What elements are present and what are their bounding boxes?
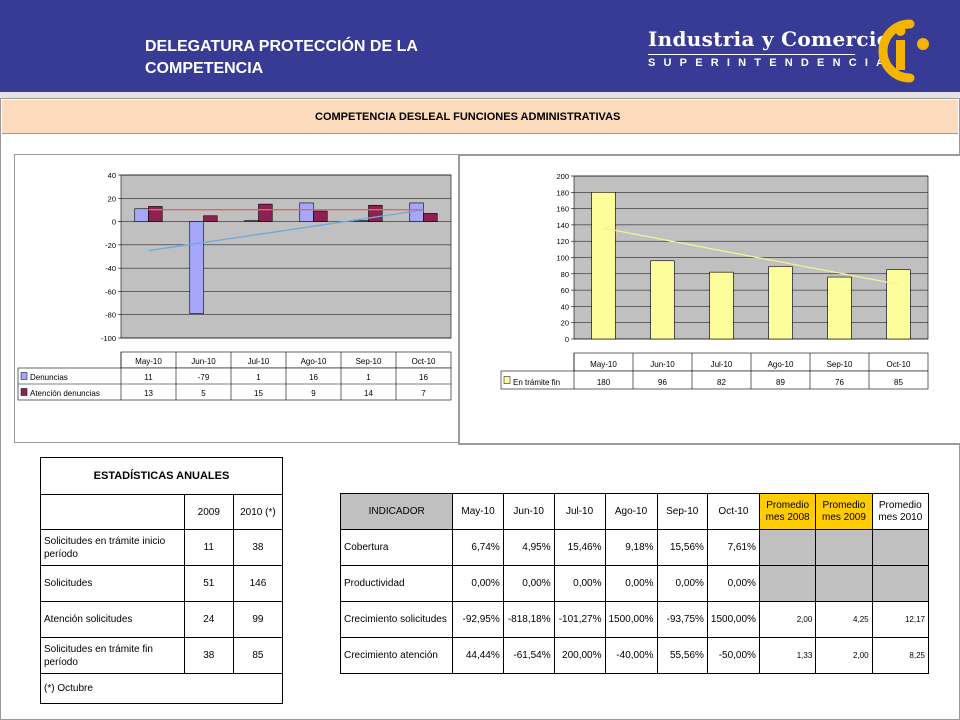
stats-value-2009: 24 <box>184 602 233 638</box>
annual-stats-table <box>40 457 283 704</box>
logo-text-superintendencia: SUPERINTENDENCIA <box>648 57 893 69</box>
indicator-month-header: May-10 <box>453 494 503 530</box>
indicator-promedio-value <box>872 530 928 566</box>
indicator-month-header: Sep-10 <box>657 494 707 530</box>
chart-panel-tramite <box>458 154 960 445</box>
bar <box>190 222 204 314</box>
indicator-row-label: Crecimiento atención <box>341 638 453 674</box>
stats-value-2009: 38 <box>184 638 233 674</box>
indicator-promedio-value: 4,25 <box>816 602 872 638</box>
bar <box>259 204 273 221</box>
table-body <box>501 371 928 389</box>
x-category-label: Ago-10 <box>767 360 794 369</box>
bar <box>204 216 218 222</box>
bar <box>314 211 328 221</box>
x-category-label: Jun-10 <box>650 360 675 369</box>
bar <box>651 261 675 339</box>
sic-logo-icon <box>870 16 940 84</box>
indicator-value: 1500,00% <box>605 602 657 638</box>
data-label: 7 <box>421 389 426 398</box>
indicator-value: 15,46% <box>554 530 605 566</box>
indicator-value: -818,18% <box>503 602 554 638</box>
indicator-promedio-value: 8,25 <box>872 638 928 674</box>
indicator-row <box>341 602 929 638</box>
indicator-value: 6,74% <box>453 530 503 566</box>
chart-denuncias <box>15 155 459 442</box>
indicator-value: 9,18% <box>605 530 657 566</box>
indicator-value: 0,00% <box>554 566 605 602</box>
stats-year-header: 2009 <box>184 495 233 530</box>
stats-row-label: Solicitudes en trámite fin período <box>41 638 185 674</box>
x-category-label: Oct-10 <box>411 357 436 366</box>
data-label: 15 <box>254 389 263 398</box>
data-label: 11 <box>144 373 153 382</box>
indicator-promedio-value: 2,00 <box>759 602 815 638</box>
bar <box>355 220 369 221</box>
stats-value-2010: 99 <box>233 602 282 638</box>
y-tick-label: 100 <box>556 253 569 263</box>
y-tick-label: 120 <box>556 237 569 247</box>
header-bar <box>0 0 960 92</box>
indicator-value: -50,00% <box>707 638 759 674</box>
y-tick-label: -40 <box>105 264 116 274</box>
bar <box>135 209 149 222</box>
y-tick-label: 0 <box>111 217 116 227</box>
page-title: DELEGATURA PROTECCIÓN DE LA COMPETENCIA <box>145 38 418 77</box>
data-label: 13 <box>144 389 153 398</box>
stats-title: ESTADÍSTICAS ANUALES <box>41 458 283 495</box>
indicator-value: -61,54% <box>503 638 554 674</box>
stats-value-2010: 146 <box>233 566 282 602</box>
indicator-promedio-value: 1,33 <box>759 638 815 674</box>
stats-title-row <box>41 458 283 495</box>
stats-row <box>41 602 283 638</box>
stats-header-row <box>41 495 283 530</box>
y-tick-label: 40 <box>560 302 569 312</box>
indicator-promedio-value <box>872 566 928 602</box>
indicator-promedio-value: 12,17 <box>872 602 928 638</box>
indicator-header-label: INDICADOR <box>341 494 453 530</box>
stats-value-2009: 11 <box>184 530 233 566</box>
bar <box>424 213 438 221</box>
indicator-value: 0,00% <box>503 566 554 602</box>
indicator-promedio-value <box>816 530 872 566</box>
stats-year-header: 2010 (*) <box>233 495 282 530</box>
bar <box>369 205 383 221</box>
y-tick-label: 200 <box>556 172 569 181</box>
data-label: 1 <box>256 373 261 382</box>
y-tick-label: 0 <box>564 335 569 344</box>
x-category-label: Oct-10 <box>886 360 911 369</box>
indicator-promedio-value <box>816 566 872 602</box>
y-tick-label: -80 <box>105 310 116 320</box>
y-tick-label: -100 <box>100 334 116 343</box>
indicator-month-header: Oct-10 <box>707 494 759 530</box>
indicator-value: 7,61% <box>707 530 759 566</box>
chart-tramite <box>460 156 960 443</box>
x-category-label: Sep-10 <box>355 357 382 366</box>
y-tick-label: 40 <box>107 171 116 180</box>
x-category-label: Sep-10 <box>826 360 853 369</box>
y-tick-label: 80 <box>560 269 569 279</box>
indicator-value: 0,00% <box>605 566 657 602</box>
chart-panel-denuncias <box>14 154 460 443</box>
indicator-value: -101,27% <box>554 602 605 638</box>
indicator-promedio-header: Promedio mes 2009 <box>816 494 872 530</box>
data-label: 1 <box>366 373 371 382</box>
x-category-label: May-10 <box>135 357 162 366</box>
indicator-promedio-header: Promedio mes 2010 <box>872 494 928 530</box>
indicator-value: 1500,00% <box>707 602 759 638</box>
indicator-value: -93,75% <box>657 602 707 638</box>
indicator-month-header: Jul-10 <box>554 494 605 530</box>
stats-row <box>41 566 283 602</box>
legend-label: Atención denuncias <box>30 389 100 398</box>
data-label: 89 <box>776 378 785 387</box>
indicator-promedio-header: Promedio mes 2008 <box>759 494 815 530</box>
stats-row <box>41 530 283 566</box>
bar <box>592 192 616 339</box>
indicator-promedio-value: 2,00 <box>816 638 872 674</box>
data-label: 9 <box>311 389 316 398</box>
x-category-label: May-10 <box>590 360 617 369</box>
indicator-value: -92,95% <box>453 602 503 638</box>
bar <box>887 270 911 339</box>
x-category-label: Jun-10 <box>191 357 216 366</box>
x-category-label: Jul-10 <box>247 357 270 366</box>
stats-value-2009: 51 <box>184 566 233 602</box>
y-tick-label: 20 <box>560 318 569 328</box>
data-label: -79 <box>197 373 210 382</box>
legend-key <box>504 377 510 384</box>
indicator-promedio-value <box>759 566 815 602</box>
indicator-row <box>341 530 929 566</box>
indicator-value: 0,00% <box>453 566 503 602</box>
indicator-value: 200,00% <box>554 638 605 674</box>
data-label: 5 <box>201 389 206 398</box>
bar <box>828 277 852 339</box>
section-banner <box>2 100 958 134</box>
y-tick-label: -20 <box>105 240 116 250</box>
indicator-row-label: Cobertura <box>341 530 453 566</box>
stats-row-label: Solicitudes en trámite inicio período <box>41 530 185 566</box>
indicator-row-label: Crecimiento solicitudes <box>341 602 453 638</box>
bar <box>245 220 259 221</box>
data-label: 85 <box>894 378 903 387</box>
data-label: 16 <box>419 373 428 382</box>
stats-row <box>41 638 283 674</box>
section-title: COMPETENCIA DESLEAL FUNCIONES ADMINISTRATIVAS <box>315 110 621 123</box>
indicator-header-row <box>341 494 929 530</box>
indicator-table <box>340 493 929 674</box>
indicator-value: -40,00% <box>605 638 657 674</box>
y-tick-label: 60 <box>560 286 569 296</box>
stats-row-label: Solicitudes <box>41 566 185 602</box>
y-tick-label: 160 <box>556 204 569 214</box>
x-category-label: Jul-10 <box>710 360 733 369</box>
bar <box>769 266 793 339</box>
logo-text-industria: Industria y Comercio <box>648 27 891 51</box>
stats-value-2010: 85 <box>233 638 282 674</box>
indicator-value: 44,44% <box>453 638 503 674</box>
indicator-month-header: Ago-10 <box>605 494 657 530</box>
indicator-value: 0,00% <box>707 566 759 602</box>
y-tick-label: 140 <box>556 220 569 230</box>
data-label: 96 <box>658 378 667 387</box>
data-label: 82 <box>717 378 726 387</box>
indicator-value: 4,95% <box>503 530 554 566</box>
stats-note-row <box>41 674 283 704</box>
plot-area <box>121 175 451 338</box>
data-label: 16 <box>309 373 318 382</box>
indicator-month-header: Jun-10 <box>503 494 554 530</box>
indicator-row-label: Productividad <box>341 566 453 602</box>
bar <box>300 203 314 222</box>
indicator-value: 55,56% <box>657 638 707 674</box>
legend-label: Denuncias <box>30 373 68 382</box>
stats-row-label: Atención solicitudes <box>41 602 185 638</box>
bar <box>710 272 734 339</box>
stats-value-2010: 38 <box>233 530 282 566</box>
logo-divider <box>648 54 855 55</box>
indicator-row <box>341 566 929 602</box>
bar <box>149 206 163 221</box>
legend-key <box>21 373 27 380</box>
legend-label: En trámite fin <box>513 378 561 387</box>
stats-note: (*) Octubre <box>41 674 283 704</box>
legend-key <box>21 389 27 396</box>
data-label: 14 <box>364 389 373 398</box>
data-label: 180 <box>596 378 611 387</box>
y-tick-label: 20 <box>107 194 116 204</box>
x-category-label: Ago-10 <box>300 357 327 366</box>
indicator-value: 15,56% <box>657 530 707 566</box>
indicator-promedio-value <box>759 530 815 566</box>
data-label: 76 <box>835 378 844 387</box>
indicator-row <box>341 638 929 674</box>
indicator-value: 0,00% <box>657 566 707 602</box>
y-tick-label: 180 <box>556 188 569 198</box>
stats-header-empty <box>41 495 185 530</box>
y-tick-label: -60 <box>105 287 116 297</box>
